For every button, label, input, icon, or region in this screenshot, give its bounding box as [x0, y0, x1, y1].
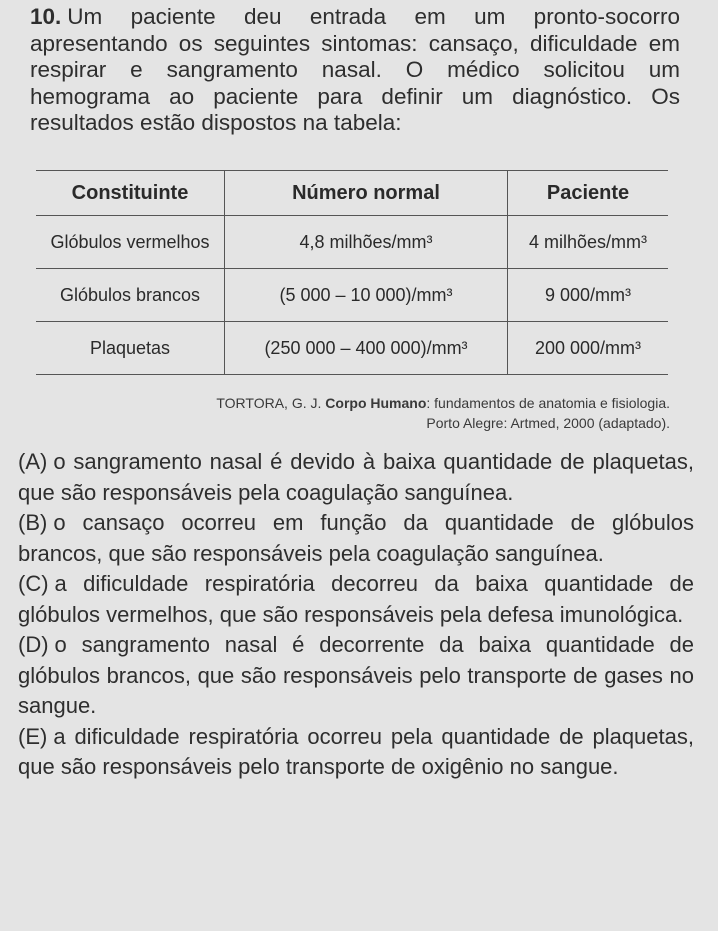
header-normal: Número normal	[225, 171, 508, 216]
option-letter: (A)	[18, 449, 48, 474]
citation	[216, 393, 670, 433]
option-c[interactable]	[18, 569, 694, 630]
cell-patient: 9 000/mm³	[508, 269, 669, 322]
table-row	[36, 269, 668, 322]
option-text: o sangramento nasal é devido à baixa quantidade de plaquetas, que são responsáveis pela coagulação sanguínea.	[18, 449, 694, 505]
cell-constituent: Glóbulos brancos	[36, 269, 225, 322]
table-row	[36, 322, 668, 375]
cell-patient: 4 milhões/mm³	[508, 216, 669, 269]
option-letter: (C)	[18, 571, 49, 596]
citation-subtitle: : fundamentos de anatomia e fisiologia.	[426, 395, 670, 411]
question-number: 10.	[30, 4, 62, 29]
option-a[interactable]	[18, 447, 694, 508]
answer-options	[18, 447, 694, 783]
table-header-row	[36, 171, 668, 216]
option-d[interactable]	[18, 630, 694, 722]
citation-publisher: Porto Alegre: Artmed, 2000 (adaptado).	[426, 415, 670, 431]
option-letter: (E)	[18, 723, 48, 749]
header-constituent: Constituinte	[36, 171, 225, 216]
citation-author: TORTORA, G. J.	[216, 395, 322, 411]
option-text: o cansaço ocorreu em função da quantidade de glóbulos brancos, que são responsáveis pela coagulação sanguínea.	[18, 510, 694, 566]
cell-constituent: Glóbulos vermelhos	[36, 216, 225, 269]
option-letter: (D)	[18, 632, 49, 657]
blood-test-table	[36, 170, 668, 375]
question-stem	[30, 4, 680, 137]
option-b[interactable]	[18, 508, 694, 569]
cell-normal: (5 000 – 10 000)/mm³	[225, 269, 508, 322]
cell-patient: 200 000/mm³	[508, 322, 669, 375]
citation-line-1	[216, 393, 670, 413]
option-text: a dificuldade respiratória decorreu da baixa quantidade de glóbulos vermelhos, que são responsáveis pela defesa imunológica.	[18, 571, 694, 627]
cell-normal: (250 000 – 400 000)/mm³	[225, 322, 508, 375]
option-text: a dificuldade respiratória ocorreu pela quantidade de plaquetas, que são responsáveis pelo transporte de oxigênio no sangue.	[18, 723, 694, 779]
table-row	[36, 216, 668, 269]
header-patient: Paciente	[508, 171, 669, 216]
cell-constituent: Plaquetas	[36, 322, 225, 375]
cell-normal: 4,8 milhões/mm³	[225, 216, 508, 269]
question-text: Um paciente deu entrada em um pronto-socorro apresentando os seguintes sintomas: cansaço, dificuldade em respirar e sangramento nasal. O médico solicitou um hemograma ao paciente para definir um diagnóstico. Os resultados estão dispostos na tabela:	[30, 4, 680, 135]
citation-title: Corpo Humano	[325, 395, 427, 411]
option-text: o sangramento nasal é decorrente da baixa quantidade de glóbulos brancos, que são responsáveis pelo transporte de gases no sangue.	[18, 632, 694, 718]
option-e[interactable]	[18, 722, 694, 783]
option-letter: (B)	[18, 510, 48, 535]
